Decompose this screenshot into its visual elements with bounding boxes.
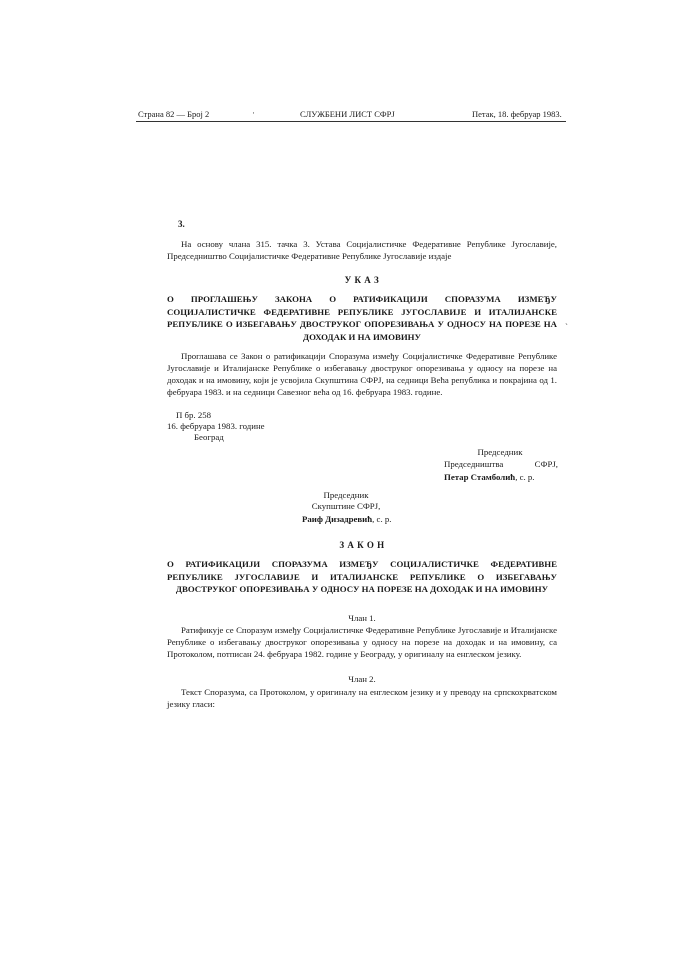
signatory2-name: Раиф Дизадревић — [302, 514, 373, 524]
reference-number: П бр. 258 — [176, 410, 212, 420]
page-header-left: Страна 82 — Број 2 — [138, 109, 210, 119]
page-header-right: Петак, 18. фебруар 1983. — [472, 109, 562, 119]
item-number: 3. — [178, 219, 185, 229]
signatory1-signature: Петар Стамболић, с. р. — [444, 472, 535, 482]
article1-label: Члан 1. — [348, 613, 376, 623]
signatory2-title: Председник — [323, 490, 369, 500]
article1-text: Ратификује се Споразум између Социјалистичке Федеративне Републике Југославије и Италијанске Републике о избегавању двоструког опорезивања у односу на порезе на доходак и на имовину, са Протоколом, потписан 24. фебруара 1982. године у Београду, у оригиналу на енглеском језику. — [167, 625, 557, 659]
signatory2-signature: Раиф Дизадревић, с. р. — [302, 514, 392, 524]
scan-mark: ˋ — [565, 322, 568, 332]
signatory2-body: Скупштине СФРЈ, — [311, 501, 381, 511]
ukaz-heading: У К А З — [344, 275, 380, 285]
ukaz-body: Проглашава се Закон о ратификацији Споразума између Социјалистичке Федеративне Републике Југославије и Италијанске Републике о избегавању двоструког опорезивања у односу на порезе на доходак и на имовину, који је усвојила Скупштина СФРЈ, на седници Већа република и покрајина од 1. фебруара 1983. и на седници Савезног већа од 16. фебруара 1983. године. — [167, 351, 557, 397]
article2-text: Текст Споразума, са Протоколом, у оригиналу на енглеском језику и у преводу на српскохрватском језику гласи: — [167, 687, 557, 709]
zakon-title: О РАТИФИКАЦИЈИ СПОРАЗУМА ИЗМЕЂУ СОЦИЈАЛИСТИЧКЕ ФЕДЕРАТИВНЕ РЕПУБЛИКЕ ЈУГОСЛАВИЈЕ И ИТАЛИЈАНСКЕ РЕПУБЛИКЕ О ИЗБЕГАВАЊУ ДВОСТРУКОГ ОПОРЕЗИВАЊА У ОДНОСУ НА ПОРЕЗЕ НА ДОХОДАК И НА ИМОВИНУ — [167, 559, 557, 594]
article2-label: Члан 2. — [348, 674, 376, 684]
page-header-center: СЛУЖБЕНИ ЛИСТ СФРЈ — [300, 109, 395, 119]
reference-place: Београд — [194, 432, 224, 442]
preamble: На основу члана 315. тачка 3. Устава Социјалистичке Федеративне Републике Југославије, Председништво Социјалистичке Федеративне Републике Југославије издаје — [167, 239, 557, 261]
header-rule — [136, 121, 566, 122]
signatory1-name: Петар Стамболић — [444, 472, 516, 482]
signatory2-sr: с. р. — [376, 514, 392, 524]
signatory1-body: Председништва СФРЈ, — [444, 459, 558, 469]
signatory1-sr: с. р. — [519, 472, 535, 482]
signatory1-title: Председник — [477, 447, 523, 457]
ukaz-title: О ПРОГЛАШЕЊУ ЗАКОНА О РАТИФИКАЦИЈИ СПОРАЗУМА ИЗМЕЂУ СОЦИЈАЛИСТИЧКЕ ФЕДЕРАТИВНЕ РЕПУБЛИКЕ ЈУГОСЛАВИЈЕ И ИТАЛИЈАНСКЕ РЕПУБЛИКЕ О ИЗБЕГАВАЊУ ДВОСТРУКОГ ОПОРЕЗИВАЊА У ОДНОСУ НА ПОРЕЗЕ НА ДОХОДАК И НА ИМОВИНУ — [167, 294, 557, 342]
reference-date: 16. фебруара 1983. године — [167, 421, 265, 431]
stray-mark: · — [252, 108, 255, 118]
zakon-heading: З А К О Н — [339, 540, 385, 550]
